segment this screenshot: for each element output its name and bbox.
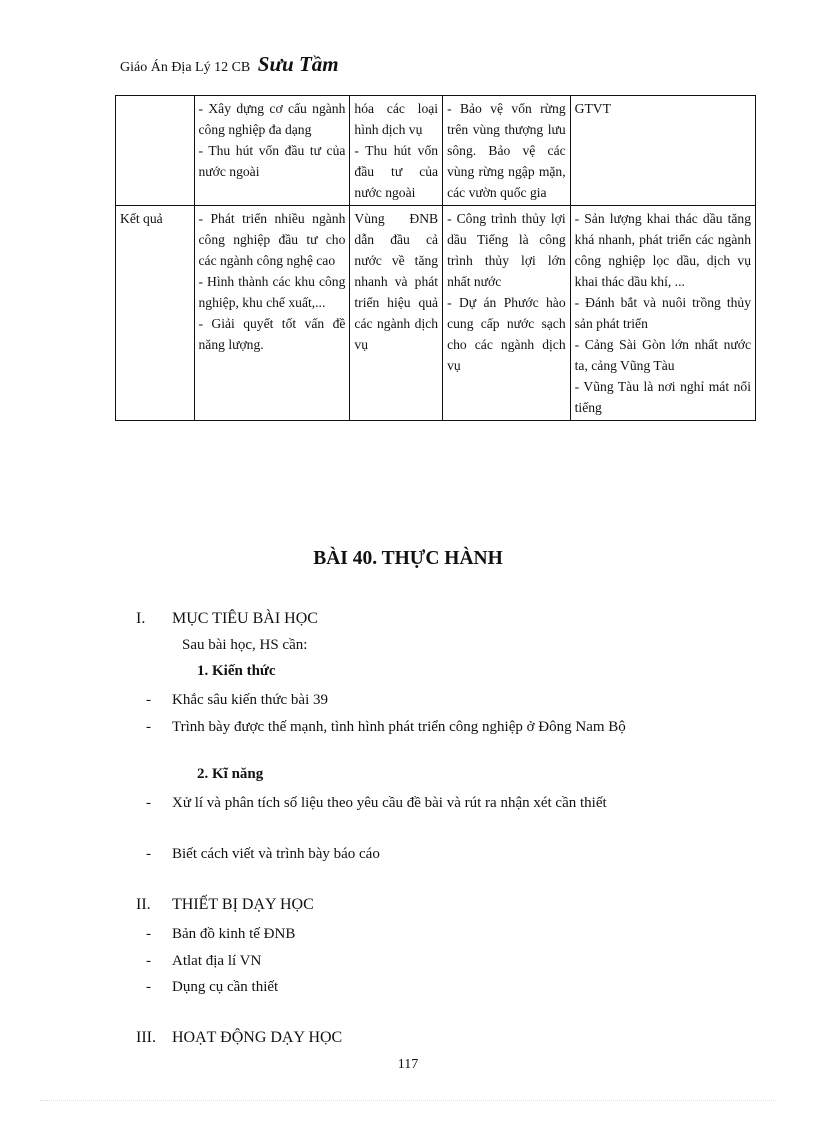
section-number: II. xyxy=(136,896,151,913)
list-item-text: Khắc sâu kiến thức bài 39 xyxy=(172,692,328,708)
table-cell xyxy=(443,206,571,421)
list-item xyxy=(146,975,736,999)
cell-line: - Phát triển nhiều ngành công nghiệp đầu tư cho các ngành công nghệ cao xyxy=(198,211,346,268)
bullet-dash: - xyxy=(146,926,151,942)
list-item xyxy=(146,791,736,815)
list-item-text: Atlat địa lí VN xyxy=(172,953,262,969)
table-row xyxy=(116,96,756,206)
cell-line: - Công trình thủy lợi dầu Tiếng là công trình thủy lợi lớn nhất nước xyxy=(447,211,566,289)
page-header xyxy=(120,52,339,77)
list-item xyxy=(146,715,736,739)
table-cell xyxy=(350,206,443,421)
cell-line: hóa các loại hình dịch vụ xyxy=(354,101,439,137)
table-cell xyxy=(194,96,350,206)
list-item xyxy=(146,922,736,946)
bullet-dash: - xyxy=(146,719,151,735)
table-cell xyxy=(570,96,755,206)
table-cell xyxy=(350,96,443,206)
cell-line: - Cảng Sài Gòn lớn nhất nước ta, cảng Vũng Tàu xyxy=(574,337,751,373)
cell-line: - Sản lượng khai thác dầu tăng khá nhanh, phát triển các ngành công nghiệp lọc dầu, dịch vụ khai thác dầu khí, ... xyxy=(574,211,751,289)
bullet-dash: - xyxy=(146,953,151,969)
page-number: 117 xyxy=(397,1057,419,1072)
list-item-text: Biết cách viết và trình bày báo cáo xyxy=(172,846,380,862)
section-title: MỤC TIÊU BÀI HỌC xyxy=(172,610,318,627)
subheading-knowledge: 1. Kiến thức xyxy=(197,663,276,679)
list-item-text: Bản đồ kinh tế ĐNB xyxy=(172,926,296,942)
list-item-text: Xử lí và phân tích số liệu theo yêu cầu đề bài và rút ra nhận xét cần thiết xyxy=(172,795,607,811)
subheading-skills: 2. Kĩ năng xyxy=(197,766,264,782)
list-item xyxy=(146,688,736,712)
cell-line: - Vũng Tàu là nơi nghỉ mát nổi tiếng xyxy=(574,379,751,415)
table-cell xyxy=(116,206,195,421)
cell-line: GTVT xyxy=(574,101,611,116)
section-title: HOẠT ĐỘNG DẠY HỌC xyxy=(172,1029,343,1046)
list-item-text: Trình bày được thế mạnh, tình hình phát triển công nghiệp ở Đông Nam Bộ xyxy=(172,719,626,735)
table-row xyxy=(116,206,756,421)
table-cell xyxy=(116,96,195,206)
list-item xyxy=(146,842,736,866)
bullet-dash: - xyxy=(146,795,151,811)
section-number: I. xyxy=(136,610,146,627)
cell-line: - Hình thành các khu công nghiệp, khu chế xuất,... xyxy=(198,274,346,310)
header-prefix: Giáo Án Địa Lý 12 CB xyxy=(120,60,251,75)
cell-line: - Đánh bắt và nuôi trồng thủy sản phát triển xyxy=(574,295,751,331)
list-item-text: Dụng cụ cần thiết xyxy=(172,979,279,995)
cell-line: - Xây dựng cơ cấu ngành công nghiệp đa dạng xyxy=(198,101,346,137)
list-item xyxy=(146,949,736,973)
table-cell xyxy=(570,206,755,421)
cell-line: - Bảo vệ vốn rừng trên vùng thượng lưu sông. Bảo vệ các vùng rừng ngập mặn, các vườn quốc gia xyxy=(447,101,566,200)
objectives-intro: Sau bài học, HS cần: xyxy=(182,637,308,653)
table-cell xyxy=(194,206,350,421)
section-number: III. xyxy=(136,1029,156,1046)
bullet-dash: - xyxy=(146,846,151,862)
cell-line: - Dự án Phước hào cung cấp nước sạch cho các ngành dịch vụ xyxy=(447,295,566,373)
cell-line: - Giải quyết tốt vấn đề năng lượng. xyxy=(198,316,346,352)
section-heading-equipment xyxy=(136,896,314,914)
section-heading-activities xyxy=(136,1029,342,1047)
bullet-dash: - xyxy=(146,692,151,708)
cell-line: - Thu hút vốn đầu tư của nước ngoài xyxy=(198,143,346,179)
cell-line: Kết quả xyxy=(120,211,163,226)
section-heading-objectives xyxy=(136,610,318,628)
header-brand: Sưu Tầm xyxy=(257,52,339,76)
table-cell xyxy=(443,96,571,206)
page-footer-divider xyxy=(40,1100,776,1101)
bullet-dash: - xyxy=(146,979,151,995)
lesson-title: BÀI 40. THỰC HÀNH xyxy=(313,548,503,569)
summary-table xyxy=(115,95,756,421)
cell-line: - Thu hút vốn đầu tư của nước ngoài xyxy=(354,143,439,200)
cell-line: Vùng ĐNB dẫn đầu cả nước về tăng nhanh và phát triển hiệu quả các ngành dịch vụ xyxy=(354,211,439,352)
section-title: THIẾT BỊ DẠY HỌC xyxy=(172,896,314,913)
